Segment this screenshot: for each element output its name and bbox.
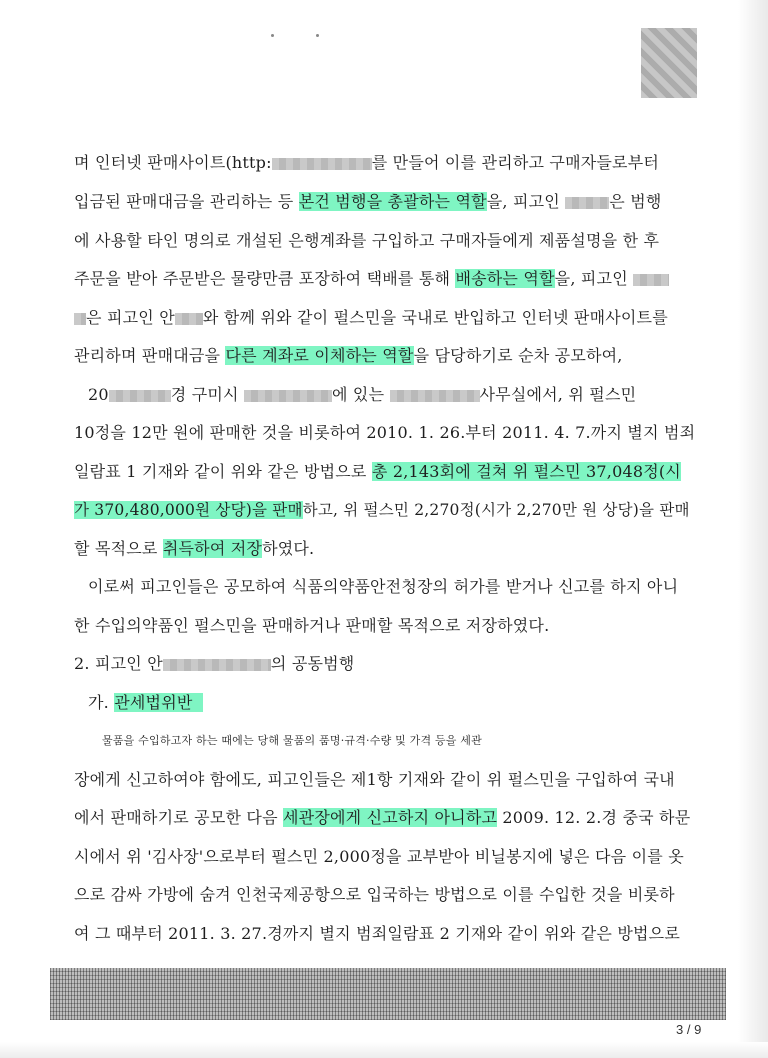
highlight: 취득하여 저장: [162, 539, 263, 558]
text-line-5: 은 피고인 안 와 함께 위와 같이 펄스민을 국내로 반입하고 인터넷 판매사이트를: [74, 307, 692, 329]
text-line-8: 10정을 12만 원에 판매한 것을 비롯하여 2010. 1. 26.부터 2011. 4. 7.까지 별지 범죄: [74, 423, 696, 442]
section-heading-2: 2. 피고인 안 의 공동범행: [74, 654, 355, 673]
text-line-18: 으로 감싸 가방에 숨겨 인천국제공항으로 입국하는 방법으로 이를 수입한 것을 비롯하: [74, 885, 675, 904]
text-line-17: 시에서 위 '김사장'으로부터 펄스민 2,000정을 교부받아 비닐봉지에 넣은 다음 이를 옷: [74, 847, 684, 866]
text-line-16: 에서 판매하기로 공모한 다음 세관장에게 신고하지 아니하고 2009. 12. 2.경 중국 하문: [74, 808, 691, 827]
scan-dot: [271, 34, 274, 37]
text-line-13: 한 수입의약품인 펄스민을 판매하거나 판매할 목적으로 저장하였다.: [74, 616, 550, 635]
redacted-stamp: [641, 28, 697, 98]
redaction: [244, 390, 332, 402]
redacted-footer: [50, 968, 726, 1020]
redaction: [163, 659, 271, 671]
highlight: 다른 계좌로 이체하는 역할: [225, 346, 414, 365]
highlight: 총 2,143회에 걸쳐 위 펄스민 37,048정(시: [371, 462, 681, 481]
text-line-12: 이로써 피고인들은 공모하여 식품의약품안전청장의 허가를 받거나 신고를 하지 아니: [88, 577, 679, 596]
redaction: [565, 197, 609, 209]
text-line-9: 일람표 1 기재와 같이 위와 같은 방법으로 총 2,143회에 걸쳐 위 펄스민 37,048정(시: [74, 462, 681, 481]
highlight: 세관장에게 신고하지 아니하고: [283, 808, 498, 827]
redaction: [109, 390, 171, 402]
redaction: [633, 274, 669, 286]
text-line-1: 며 인터넷 판매사이트(http: 를 만들어 이를 관리하고 구매자들로부터: [74, 153, 660, 172]
highlight: 본건 범행을 총괄하는 역할: [298, 192, 487, 211]
redaction: [74, 313, 86, 325]
text-line-3: 에 사용할 타인 명의로 개설된 은행계좌를 구입하고 구매자들에게 제품설명을 한 후: [74, 231, 660, 250]
redaction: [272, 158, 372, 170]
text-line-19: 여 그 때부터 2011. 3. 27.경까지 별지 범죄일람표 2 기재와 같이 위와 같은 방법으로: [74, 924, 680, 943]
highlight: 관세법위반: [114, 693, 202, 712]
text-line-10: 가 370,480,000원 상당)을 판매하고, 위 펄스민 2,270정(시가 2,270만 원 상당)을 판매: [74, 501, 690, 519]
text-line-14: 물품을 수입하고자 하는 때에는 당해 물품의 품명·규격·수량 및 가격 등을 세관: [102, 734, 482, 747]
text-line-15: 장에게 신고하여야 함에도, 피고인들은 제1항 기재와 같이 위 펄스민을 구입하여 국내: [74, 770, 675, 789]
subheading-ga: 가. 관세법위반: [88, 692, 706, 714]
page-number: 3 / 9: [676, 1022, 702, 1037]
highlight: 배송하는 역할: [455, 269, 555, 288]
text-line-7: 20 경 구미시 에 있는 사무실에서, 위 펄스민: [88, 385, 637, 404]
text-line-2: 입금된 판매대금을 관리하는 등 본건 범행을 총괄하는 역할을, 피고인 은 범행: [74, 192, 662, 211]
text-line-11: 할 목적으로 취득하여 저장하였다.: [74, 539, 315, 558]
highlight: 가 370,480,000원 상당)을 판매: [74, 501, 303, 519]
page-edge-shadow: [738, 0, 768, 1058]
scan-dot: [316, 34, 319, 37]
redaction: [175, 313, 203, 325]
text-line-6: 관리하며 판매대금을 다른 계좌로 이체하는 역할을 담당하기로 순차 공모하여,: [74, 346, 623, 365]
text-line-4: 주문을 받아 주문받은 물량만큼 포장하여 택배를 통해 배송하는 역할을, 피고인: [74, 268, 692, 290]
scan-bottom-edge: [0, 1042, 768, 1058]
redaction: [390, 390, 480, 402]
